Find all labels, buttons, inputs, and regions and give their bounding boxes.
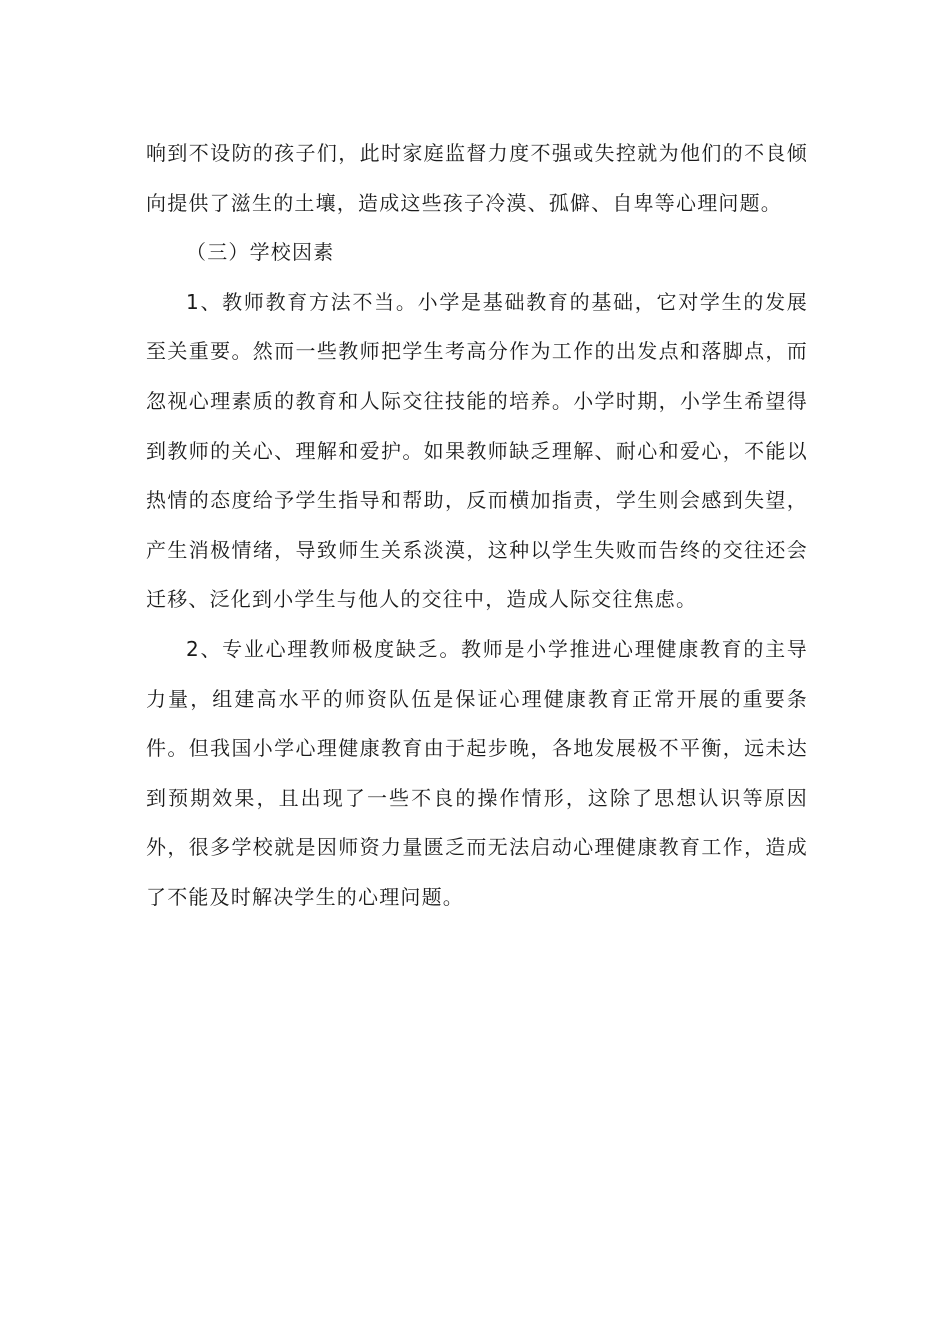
paragraph-item-1: 1、教师教育方法不当。小学是基础教育的基础，它对学生的发展至关重要。然而一些教师把学生考高分作为工作的出发点和落脚点，而忽视心理素质的教育和人际交往技能的培养。小学时期，小学生希望得到教师的关心、理解和爱护。如果教师缺乏理解、耐心和爱心，不能以热情的态度给予学生指导和帮助，反而横加指责，学生则会感到失望，产生消极情绪，导致师生关系淡漠，这种以学生失败而告终的交往还会迁移、泛化到小学生与他人的交往中，造成人际交往焦虑。 xyxy=(146,289,808,612)
section-heading: （三）学校因素 xyxy=(186,240,335,265)
document-body xyxy=(146,129,808,923)
paragraph-continued: 响到不设防的孩子们，此时家庭监督力度不强或失控就为他们的不良倾向提供了滋生的土壤，造成这些孩子冷漠、孤僻、自卑等心理问题。 xyxy=(146,141,808,215)
paragraph-item-2: 2、专业心理教师极度缺乏。教师是小学推进心理健康教育的主导力量，组建高水平的师资队伍是保证心理健康教育正常开展的重要条件。但我国小学心理健康教育由于起步晚，各地发展极不平衡，远未达到预期效果，且出现了一些不良的操作情形，这除了思想认识等原因外，很多学校就是因师资力量匮乏而无法启动心理健康教育工作，造成了不能及时解决学生的心理问题。 xyxy=(146,636,808,909)
